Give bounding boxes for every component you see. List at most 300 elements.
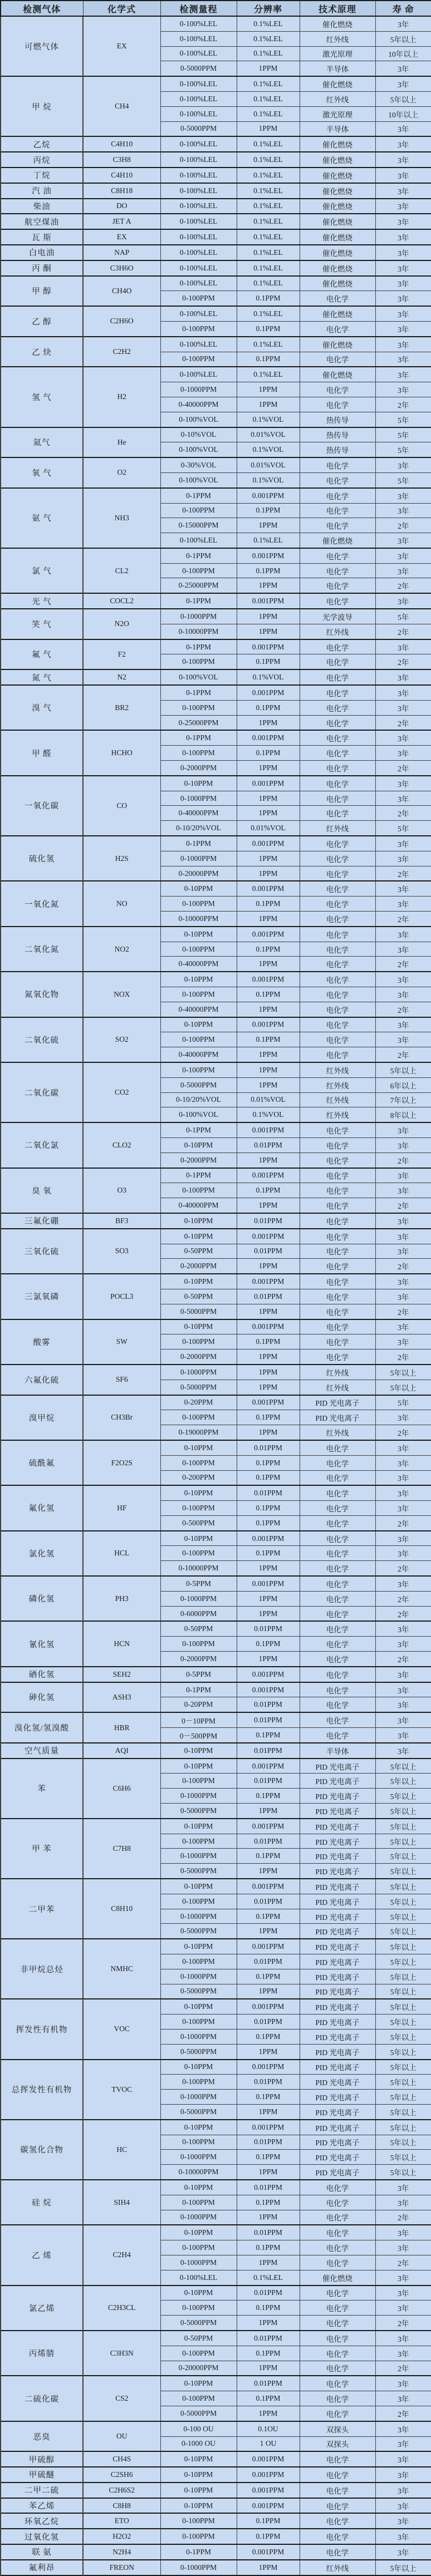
range-cell: 0－500PPM	[160, 1728, 237, 1743]
principle-cell: PID 光电离子	[300, 2014, 375, 2030]
table-row	[1, 367, 431, 382]
resolution-cell: 0.01PPM	[237, 1213, 300, 1229]
life-cell: 5年	[375, 609, 431, 624]
resolution-cell: 1PPM	[237, 61, 300, 76]
table-row	[1, 1395, 431, 1410]
range-cell: 0-1000PPM	[160, 1849, 237, 1864]
life-cell: 5年以上	[375, 1954, 431, 1969]
principle-cell: 电化学	[300, 1531, 375, 1546]
resolution-cell: 1PPM	[237, 1365, 300, 1380]
principle-cell: 电化学	[300, 1546, 375, 1561]
principle-cell: 电化学	[300, 397, 375, 412]
principle-cell: 电化学	[300, 851, 375, 866]
formula-cell: NAP	[83, 245, 160, 260]
formula-cell: SIH4	[83, 2180, 160, 2225]
principle-cell: 电化学	[300, 2210, 375, 2225]
resolution-cell: 1PPM	[237, 1047, 300, 1062]
life-cell: 3年	[375, 2180, 431, 2195]
principle-cell: 电化学	[300, 1122, 375, 1137]
resolution-cell: 1PPM	[237, 1077, 300, 1092]
formula-cell: C6H6	[83, 1759, 160, 1819]
table-row	[1, 1531, 431, 1546]
resolution-cell: 0.1%LEL	[237, 337, 300, 352]
range-cell: 0-10PPM	[160, 2060, 237, 2075]
principle-cell: PID 光电离子	[300, 1789, 375, 1804]
life-cell: 3年	[375, 1289, 431, 1304]
formula-cell: C2SH6	[83, 2467, 160, 2483]
resolution-cell: 0.1%LEL	[237, 306, 300, 321]
life-cell: 5年以上	[375, 2075, 431, 2090]
resolution-cell: 0.1PPM	[237, 1637, 300, 1652]
formula-cell: N2O	[83, 609, 160, 639]
resolution-cell: 1PPM	[237, 624, 300, 639]
resolution-cell: 0.1PPM	[237, 1410, 300, 1425]
principle-cell: 电化学	[300, 2513, 375, 2529]
range-cell: 0-10/20%VOL	[160, 821, 237, 836]
principle-cell: PID 光电离子	[300, 1984, 375, 1999]
resolution-cell: 0.1PPM	[237, 1334, 300, 1349]
resolution-cell: 0.1%VOL	[237, 412, 300, 427]
gas-name-cell: 苯	[1, 1759, 83, 1819]
life-cell: 3年	[375, 881, 431, 896]
formula-cell: POCL3	[83, 1274, 160, 1319]
gas-name-cell: 乙 炔	[1, 337, 83, 367]
formula-cell: COCL2	[83, 593, 160, 609]
formula-cell: JET A	[83, 214, 160, 229]
life-cell: 3年	[375, 229, 431, 245]
resolution-cell: 0.1PPM	[237, 1849, 300, 1864]
table-row	[1, 2451, 431, 2467]
range-cell: 0-100%LEL	[160, 76, 237, 91]
range-cell: 0-5000PPM	[160, 1804, 237, 1819]
life-cell: 2年	[375, 866, 431, 881]
table-row	[1, 488, 431, 503]
life-cell: 3年	[375, 1455, 431, 1470]
principle-cell: PID 光电离子	[300, 2029, 375, 2044]
principle-cell: 红外线	[300, 2560, 375, 2575]
principle-cell: 电化学	[300, 957, 375, 972]
range-cell: 0-100%VOL	[160, 472, 237, 487]
range-cell: 0-10000PPM	[160, 1561, 237, 1576]
formula-cell: CO2	[83, 1062, 160, 1122]
principle-cell: 电化学	[300, 927, 375, 942]
range-cell: 0-50PPM	[160, 1621, 237, 1636]
principle-cell: 电化学	[300, 1334, 375, 1349]
principle-cell: 电化学	[300, 1470, 375, 1485]
life-cell: 3年	[375, 121, 431, 136]
resolution-cell: 0.01PPM	[237, 2180, 300, 2195]
life-cell: 5年以上	[375, 1774, 431, 1789]
range-cell: 0-10PPM	[160, 2286, 237, 2301]
principle-cell: 电化学	[300, 669, 375, 685]
resolution-cell: 0.1PPM	[237, 1969, 300, 1984]
range-cell: 0-25000PPM	[160, 578, 237, 593]
col-header-resolution: 分辨率	[237, 1, 300, 16]
principle-cell: 催化燃烧	[300, 306, 375, 321]
gas-name-cell: 过氧化氢	[1, 2529, 83, 2544]
life-cell: 3年	[375, 1183, 431, 1198]
table-body	[1, 16, 431, 2575]
formula-cell: VOC	[83, 1999, 160, 2059]
resolution-cell: 0.01PPM	[237, 2075, 300, 2090]
table-row	[1, 337, 431, 352]
range-cell: 0-100PPM	[160, 2240, 237, 2255]
table-row	[1, 2376, 431, 2391]
range-cell: 0-25000PPM	[160, 715, 237, 730]
range-cell: 0-100%LEL	[160, 183, 237, 199]
resolution-cell: 0.1PPM	[237, 352, 300, 367]
range-cell: 0-100PPM	[160, 746, 237, 761]
life-cell: 5年以上	[375, 1759, 431, 1774]
resolution-cell: 0.01PPM	[237, 1440, 300, 1455]
gas-name-cell: 柴油	[1, 199, 83, 214]
formula-cell: C2H2	[83, 337, 160, 367]
range-cell: 0-1000PPM	[160, 851, 237, 866]
principle-cell: 电化学	[300, 1183, 375, 1198]
range-cell: 0-100%LEL	[160, 533, 237, 548]
principle-cell: 电化学	[300, 1576, 375, 1591]
life-cell: 2年	[375, 397, 431, 412]
range-cell: 0-100%LEL	[160, 16, 237, 31]
life-cell: 3年	[375, 1244, 431, 1259]
life-cell: 7年以上	[375, 1092, 431, 1107]
life-cell: 3年	[375, 306, 431, 321]
principle-cell: 电化学	[300, 1168, 375, 1183]
life-cell: 5年以上	[375, 2150, 431, 2165]
range-cell: 0-10PPM	[160, 1274, 237, 1289]
range-cell: 0-100%LEL	[160, 214, 237, 229]
principle-cell: 电化学	[300, 1017, 375, 1032]
principle-cell: PID 光电离子	[300, 1969, 375, 1984]
table-row	[1, 881, 431, 896]
resolution-cell: 1PPM	[237, 2560, 300, 2575]
life-cell: 3年	[375, 2391, 431, 2406]
principle-cell: PID 光电离子	[300, 2150, 375, 2165]
table-row	[1, 229, 431, 245]
col-header-formula: 化学式	[83, 1, 160, 16]
resolution-cell: 0.1PPM	[237, 897, 300, 912]
table-row	[1, 2286, 431, 2301]
life-cell: 3年	[375, 2421, 431, 2436]
principle-cell: 电化学	[300, 1667, 375, 1682]
principle-cell: 电化学	[300, 1501, 375, 1516]
principle-cell: 催化燃烧	[300, 245, 375, 260]
range-cell: 0-100PPM	[160, 1637, 237, 1652]
range-cell: 0-100%VOL	[160, 669, 237, 685]
life-cell: 3年	[375, 1229, 431, 1244]
table-row	[1, 1229, 431, 1244]
principle-cell: 电化学	[300, 897, 375, 912]
principle-cell: 电化学	[300, 488, 375, 503]
life-cell: 5年	[375, 427, 431, 442]
resolution-cell: 0.1%LEL	[237, 183, 300, 199]
table-row	[1, 1168, 431, 1183]
principle-cell: 半导体	[300, 1743, 375, 1759]
range-cell: 0-100PPM	[160, 2075, 237, 2090]
table-row	[1, 1062, 431, 1077]
table-row	[1, 2060, 431, 2075]
principle-cell: 电化学	[300, 2467, 375, 2483]
resolution-cell: 1PPM	[237, 1152, 300, 1168]
life-cell: 2年	[375, 1606, 431, 1621]
gas-name-cell: 氟化氢	[1, 1485, 83, 1530]
range-cell: 0-100PPM	[160, 1834, 237, 1849]
range-cell: 0-20000PPM	[160, 866, 237, 881]
principle-cell: 电化学	[300, 1137, 375, 1152]
resolution-cell: 0.01PPM	[237, 2135, 300, 2150]
range-cell: 0-100PPM	[160, 2529, 237, 2544]
table-row	[1, 2544, 431, 2560]
life-cell: 3年	[375, 2286, 431, 2301]
principle-cell: 红外线	[300, 1365, 375, 1380]
formula-cell: C3H6O	[83, 260, 160, 276]
range-cell: 0-2000PPM	[160, 761, 237, 776]
formula-cell: C3H3N	[83, 2331, 160, 2376]
principle-cell: PID 光电离子	[300, 2120, 375, 2135]
principle-cell: PID 光电离子	[300, 2044, 375, 2059]
resolution-cell: 1PPM	[237, 1804, 300, 1819]
principle-cell: 电化学	[300, 1682, 375, 1697]
table-row	[1, 76, 431, 91]
life-cell: 3年	[375, 276, 431, 291]
life-cell: 2年	[375, 1259, 431, 1274]
formula-cell: ETO	[83, 2513, 160, 2529]
gas-name-cell: 苯乙烯	[1, 2498, 83, 2514]
gas-name-cell: 硅 烷	[1, 2180, 83, 2225]
principle-cell: 电化学	[300, 472, 375, 487]
gas-name-cell: 航空煤油	[1, 214, 83, 229]
table-row	[1, 1819, 431, 1834]
table-row	[1, 1122, 431, 1137]
range-cell: 0-1000PPM	[160, 2210, 237, 2225]
gas-name-cell: 甲硫醚	[1, 2467, 83, 2483]
life-cell: 3年	[375, 214, 431, 229]
col-header-range: 检测量程	[160, 1, 237, 16]
range-cell: 0-100PPM	[160, 1774, 237, 1789]
gas-name-cell: 酸雾	[1, 1319, 83, 1365]
gas-name-cell: 二氧化氮	[1, 927, 83, 972]
resolution-cell: 1PPM	[237, 121, 300, 136]
life-cell: 2年	[375, 2406, 431, 2421]
principle-cell: PID 光电离子	[300, 1410, 375, 1425]
range-cell: 0-40000PPM	[160, 1198, 237, 1213]
resolution-cell: 0.01PPM	[237, 1834, 300, 1849]
range-cell: 0-100PPM	[160, 1894, 237, 1909]
range-cell: 0-100%LEL	[160, 260, 237, 276]
table-row	[1, 1213, 431, 1229]
principle-cell: 热传导	[300, 412, 375, 427]
life-cell: 5年以上	[375, 1939, 431, 1954]
range-cell: 0-1000 OU	[160, 2436, 237, 2451]
range-cell: 0-2000PPM	[160, 1652, 237, 1667]
resolution-cell: 1PPM	[237, 382, 300, 397]
table-row	[1, 1319, 431, 1334]
life-cell: 5年以上	[375, 2165, 431, 2180]
life-cell: 2年	[375, 1198, 431, 1213]
resolution-cell: 0.1PPM	[237, 1455, 300, 1470]
principle-cell: 红外线	[300, 1062, 375, 1077]
principle-cell: 电化学	[300, 972, 375, 987]
range-cell: 0-10PPM	[160, 1440, 237, 1455]
range-cell: 0-1000PPM	[160, 2029, 237, 2044]
life-cell: 2年	[375, 912, 431, 927]
life-cell: 3年	[375, 260, 431, 276]
life-cell: 3年	[375, 2376, 431, 2391]
resolution-cell: 1PPM	[237, 578, 300, 593]
principle-cell: 电化学	[300, 2195, 375, 2210]
gas-name-cell: 乙 烯	[1, 2225, 83, 2285]
principle-cell: 电化学	[300, 1637, 375, 1652]
range-cell: 0-1PPM	[160, 1682, 237, 1697]
range-cell: 0-5PPM	[160, 1576, 237, 1591]
range-cell: 0-100PPM	[160, 1954, 237, 1969]
life-cell: 3年	[375, 2240, 431, 2255]
range-cell: 0-5000PPM	[160, 1077, 237, 1092]
table-row	[1, 1274, 431, 1289]
life-cell: 3年	[375, 2451, 431, 2467]
resolution-cell: 0.1PPM	[237, 321, 300, 336]
range-cell: 0-30%VOL	[160, 457, 237, 472]
formula-cell: F2	[83, 639, 160, 670]
life-cell: 5年以上	[375, 1909, 431, 1924]
range-cell: 0-1000PPM	[160, 2150, 237, 2165]
principle-cell: 电化学	[300, 2544, 375, 2560]
life-cell: 3年	[375, 199, 431, 214]
table-row	[1, 972, 431, 987]
gas-name-cell: 非甲烷总烃	[1, 1939, 83, 1999]
formula-cell: PH3	[83, 1576, 160, 1621]
resolution-cell: 1PPM	[237, 2316, 300, 2331]
life-cell: 3年	[375, 1501, 431, 1516]
gas-name-cell: 甲 苯	[1, 1819, 83, 1879]
formula-cell: C7H8	[83, 1819, 160, 1879]
resolution-cell: 0.1PPM	[237, 2301, 300, 2316]
resolution-cell: 1PPM	[237, 1561, 300, 1576]
range-cell: 0-10PPM	[160, 1759, 237, 1774]
resolution-cell: 0.001PPM	[237, 685, 300, 700]
principle-cell: 红外线	[300, 1425, 375, 1440]
gas-name-cell: 丙 酮	[1, 260, 83, 276]
table-row	[1, 2560, 431, 2575]
range-cell: 0-1PPM	[160, 548, 237, 563]
gas-name-cell: 二氧化氯	[1, 1122, 83, 1168]
life-cell: 5年以上	[375, 91, 431, 106]
formula-cell: CH3Br	[83, 1395, 160, 1440]
principle-cell: PID 光电离子	[300, 1834, 375, 1849]
range-cell: 0-5000PPM	[160, 2044, 237, 2059]
resolution-cell: 0.01PPM	[237, 1137, 300, 1152]
table-row	[1, 1667, 431, 1682]
principle-cell: 电化学	[300, 1229, 375, 1244]
life-cell: 3年	[375, 1017, 431, 1032]
resolution-cell: 0.001PPM	[237, 2483, 300, 2498]
resolution-cell: 0.001PPM	[237, 488, 300, 503]
table-row	[1, 685, 431, 700]
life-cell: 3年	[375, 563, 431, 578]
life-cell: 2年	[375, 806, 431, 821]
range-cell: 0-100%LEL	[160, 229, 237, 245]
resolution-cell: 0.001PPM	[237, 1274, 300, 1289]
life-cell: 3年	[375, 503, 431, 518]
principle-cell: 电化学	[300, 563, 375, 578]
gas-name-cell: 甲 烷	[1, 76, 83, 136]
life-cell: 5年以上	[375, 1924, 431, 1939]
resolution-cell: 0.001PPM	[237, 972, 300, 987]
range-cell: 0-10PPM	[160, 1879, 237, 1894]
principle-cell: 电化学	[300, 382, 375, 397]
principle-cell: 电化学	[300, 2255, 375, 2270]
resolution-cell: 0.1PPM	[237, 2150, 300, 2165]
life-cell: 6年以上	[375, 1077, 431, 1092]
formula-cell: TVOC	[83, 2060, 160, 2120]
principle-cell: 电化学	[300, 2406, 375, 2421]
resolution-cell: 1PPM	[237, 609, 300, 624]
resolution-cell: 0.001PPM	[237, 881, 300, 896]
gas-name-cell: 氟 气	[1, 639, 83, 670]
resolution-cell: 1PPM	[237, 2255, 300, 2270]
gas-name-cell: 环氧乙烷	[1, 2513, 83, 2529]
gas-name-cell: 溴甲烷	[1, 1395, 83, 1440]
formula-cell: C2H4	[83, 2225, 160, 2285]
life-cell: 2年	[375, 761, 431, 776]
gas-name-cell: 笑 气	[1, 609, 83, 639]
life-cell: 5年以上	[375, 1999, 431, 2014]
principle-cell: 催化燃烧	[300, 76, 375, 91]
formula-cell: HBR	[83, 1712, 160, 1743]
range-cell: 0-100PPM	[160, 2513, 237, 2529]
resolution-cell: 0.001PPM	[237, 548, 300, 563]
formula-cell: H2S	[83, 836, 160, 881]
resolution-cell: 1PPM	[237, 1002, 300, 1017]
range-cell: 0-6000PPM	[160, 1606, 237, 1621]
resolution-cell: 0.1%LEL	[237, 152, 300, 168]
range-cell: 0-10PPM	[160, 1999, 237, 2014]
resolution-cell: 0.001PPM	[237, 730, 300, 745]
life-cell: 3年	[375, 321, 431, 336]
formula-cell: C2H6O	[83, 306, 160, 337]
resolution-cell: 0.1%LEL	[237, 136, 300, 152]
range-cell: 0-50PPM	[160, 1244, 237, 1259]
range-cell: 0-100PPM	[160, 2391, 237, 2406]
range-cell: 0-100%LEL	[160, 91, 237, 106]
life-cell: 3年	[375, 136, 431, 152]
principle-cell: 电化学	[300, 836, 375, 851]
range-cell: 0-10000PPM	[160, 624, 237, 639]
gas-name-cell: 二甲苯	[1, 1879, 83, 1939]
principle-cell: 电化学	[300, 1621, 375, 1636]
life-cell: 5年以上	[375, 1380, 431, 1395]
table-row	[1, 276, 431, 291]
range-cell: 0-1PPM	[160, 2544, 237, 2560]
principle-cell: 电化学	[300, 1152, 375, 1168]
table-row	[1, 2331, 431, 2346]
table-row	[1, 1485, 431, 1500]
resolution-cell: 0.001PPM	[237, 2060, 300, 2075]
table-row	[1, 1999, 431, 2014]
principle-cell: 催化燃烧	[300, 214, 375, 229]
life-cell: 5年以上	[375, 1879, 431, 1894]
principle-cell: 催化燃烧	[300, 337, 375, 352]
life-cell: 5年以上	[375, 1365, 431, 1380]
principle-cell: 激光原理	[300, 46, 375, 61]
principle-cell: PID 光电离子	[300, 1924, 375, 1939]
life-cell: 10年以上	[375, 46, 431, 61]
life-cell: 5年以上	[375, 2135, 431, 2150]
resolution-cell: 0.1PPM	[237, 563, 300, 578]
principle-cell: PID 光电离子	[300, 1849, 375, 1864]
gas-name-cell: 联 氨	[1, 2544, 83, 2560]
principle-cell: 电化学	[300, 1213, 375, 1229]
